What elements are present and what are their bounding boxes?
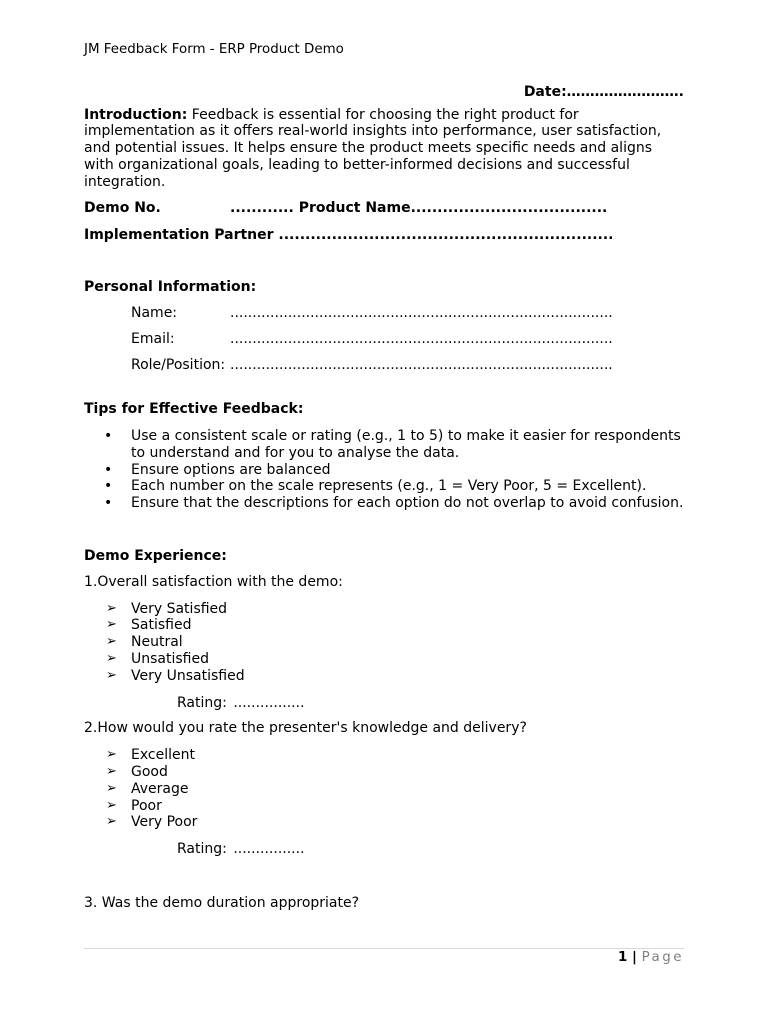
list-item: ➢ Poor (106, 797, 162, 814)
question-1: 1.Overall satisfaction with the demo: (84, 573, 343, 590)
demo-no-label: Demo No. (84, 199, 161, 216)
list-item: • Use a consistent scale or rating (e.g., 1 to 5) to make it easier for respondents to understand and for you to analyse the data. (104, 427, 681, 461)
arrow-bullet-icon: ➢ (106, 814, 117, 830)
page-separator: | (627, 950, 642, 965)
product-name-line: ............ Product Name..................................... (230, 199, 608, 216)
field-name (84, 305, 684, 322)
field-role (84, 357, 684, 374)
implementation-partner-line: Implementation Partner ............................................................... (84, 226, 614, 243)
arrow-bullet-icon: ➢ (106, 797, 117, 813)
list-item: • Ensure options are balanced (104, 461, 331, 478)
list-item: • Each number on the scale represents (e.g., 1 = Very Poor, 5 = Excellent). (104, 478, 647, 495)
list-item: ➢ Unsatisfied (106, 650, 209, 667)
arrow-bullet-icon: ➢ (106, 617, 117, 633)
date-field: Date:……………………. (523, 83, 684, 100)
rating-label: Rating: (177, 694, 227, 711)
list-item: ➢ Very Satisfied (106, 600, 228, 617)
list-item: ➢ Excellent (106, 747, 195, 764)
arrow-bullet-icon: ➢ (106, 667, 117, 683)
document-header: JM Feedback Form - ERP Product Demo (84, 42, 344, 57)
rating-blank: ................ (233, 694, 305, 711)
personal-info-title: Personal Information: (84, 279, 257, 296)
arrow-bullet-icon: ➢ (106, 780, 117, 796)
arrow-bullet-icon: ➢ (106, 600, 117, 616)
introduction-paragraph (84, 107, 676, 191)
field-label: Email: (131, 331, 175, 348)
field-label: Name: (131, 305, 178, 322)
bullet-icon: • (104, 461, 113, 478)
question-3: 3. Was the demo duration appropriate? (84, 894, 360, 911)
field-email (84, 331, 684, 348)
tips-list (84, 428, 684, 512)
tips-title: Tips for Effective Feedback: (84, 401, 304, 418)
list-item: ➢ Very Poor (106, 814, 198, 831)
document-page (84, 42, 684, 912)
bullet-icon: • (104, 427, 113, 444)
field-blank: ...................................................................................... (230, 305, 613, 322)
list-item: ➢ Neutral (106, 634, 183, 651)
introduction-text: Feedback is essential for choosing the right product for implementation as it offers real-world insights into performance, user satisfaction, and potential issues. It helps ensure the product meets specific needs and aligns with organizational goals, leading to better-informed decisions and successful integration. (84, 106, 662, 190)
introduction-label: Introduction: (84, 106, 188, 123)
arrow-bullet-icon: ➢ (106, 634, 117, 650)
arrow-bullet-icon: ➢ (106, 650, 117, 666)
bullet-icon: • (104, 478, 113, 495)
list-item: • Ensure that the descriptions for each option do not overlap to avoid confusion. (104, 495, 684, 512)
question-2-rating (84, 841, 684, 858)
demo-experience-title: Demo Experience: (84, 547, 227, 564)
rating-blank: ................ (233, 841, 305, 858)
rating-label: Rating: (177, 841, 227, 858)
list-item: ➢ Satisfied (106, 617, 192, 634)
page-number: 1 (618, 950, 628, 965)
page-label: Page (641, 950, 684, 965)
question-1-rating (84, 695, 684, 712)
bullet-icon: • (104, 495, 113, 512)
list-item: ➢ Average (106, 780, 189, 797)
page-footer (84, 948, 684, 967)
question-2: 2.How would you rate the presenter's knowledge and delivery? (84, 720, 527, 737)
field-label: Role/Position: (131, 357, 226, 374)
list-item: ➢ Good (106, 763, 168, 780)
field-blank: ...................................................................................... (230, 331, 613, 348)
arrow-bullet-icon: ➢ (106, 763, 117, 779)
question-2-options (84, 747, 684, 831)
list-item: ➢ Very Unsatisfied (106, 667, 245, 684)
demo-row (84, 200, 684, 217)
field-blank: ...................................................................................... (230, 357, 613, 374)
question-1-options (84, 601, 684, 685)
arrow-bullet-icon: ➢ (106, 747, 117, 763)
personal-info-fields (84, 305, 684, 374)
